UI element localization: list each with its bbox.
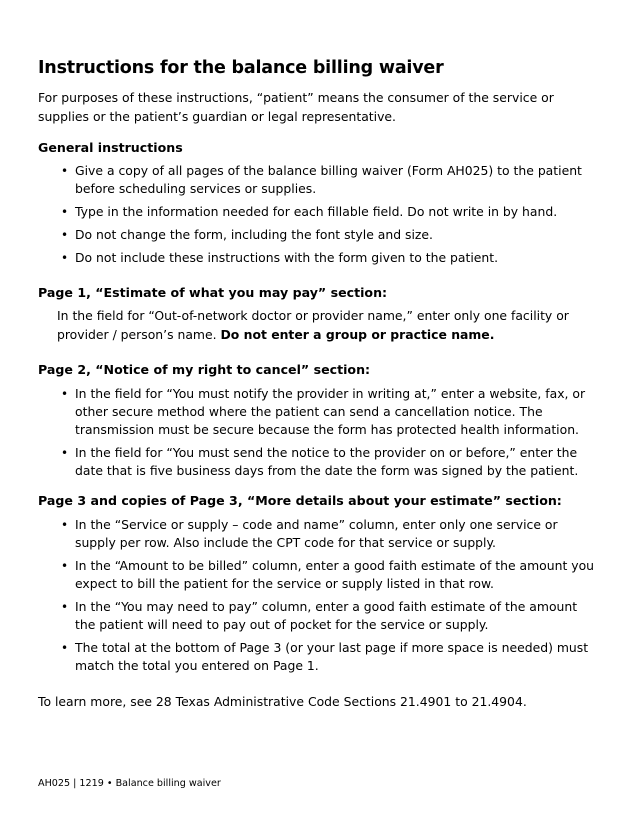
general-instructions-heading: General instructions bbox=[38, 140, 183, 155]
general-instructions-list bbox=[38, 162, 598, 272]
list-item bbox=[38, 557, 598, 593]
bullet-icon: • bbox=[61, 251, 69, 265]
page1-section-heading: Page 1, “Estimate of what you may pay” section: bbox=[38, 285, 388, 300]
list-item-text: Do not include these instructions with the form given to the patient. bbox=[75, 250, 499, 265]
intro-paragraph: For purposes of these instructions, “patient” means the consumer of the service or supplies or the patient’s guardian or legal representative. bbox=[38, 90, 554, 124]
page3-section-heading: Page 3 and copies of Page 3, “More details about your estimate” section: bbox=[38, 493, 562, 508]
list-item bbox=[38, 639, 598, 675]
bullet-icon: • bbox=[61, 205, 69, 219]
list-item-text: The total at the bottom of Page 3 (or your last page if more space is needed) must match the total you entered on Page 1. bbox=[75, 640, 589, 673]
list-item-text: Type in the information needed for each fillable field. Do not write in by hand. bbox=[75, 204, 558, 219]
list-item-text: Give a copy of all pages of the balance billing waiver (Form AH025) to the patient before scheduling services or supplies. bbox=[75, 163, 582, 196]
list-item-text: Do not change the form, including the font style and size. bbox=[75, 227, 433, 242]
page-footer: AH025 | 1219 • Balance billing waiver bbox=[38, 778, 221, 789]
bullet-icon: • bbox=[61, 518, 69, 532]
page1-section-body bbox=[57, 306, 597, 344]
bullet-icon: • bbox=[61, 164, 69, 178]
list-item-text: In the field for “You must notify the provider in writing at,” enter a website, fax, or other secure method where the patient can send a cancellation notice. The transmission must be secure because the form has protected health information. bbox=[75, 386, 586, 437]
bullet-icon: • bbox=[61, 387, 69, 401]
bullet-icon: • bbox=[61, 641, 69, 655]
list-item-text: In the “You may need to pay” column, enter a good faith estimate of the amount the patient will need to pay out of pocket for the service or supply. bbox=[75, 599, 578, 632]
page2-section-heading: Page 2, “Notice of my right to cancel” section: bbox=[38, 362, 371, 377]
list-item bbox=[38, 203, 598, 221]
page3-instructions-list bbox=[38, 516, 598, 680]
page1-body-emphasis: Do not enter a group or practice name. bbox=[220, 327, 495, 342]
list-item bbox=[38, 516, 598, 552]
page2-instructions-list bbox=[38, 385, 598, 485]
list-item bbox=[38, 444, 598, 480]
learn-more-text: To learn more, see 28 Texas Administrative Code Sections 21.4901 to 21.4904. bbox=[38, 694, 527, 709]
list-item-text: In the field for “You must send the notice to the provider on or before,” enter the date that is five business days from the date the form was signed by the patient. bbox=[75, 445, 579, 478]
list-item-text: In the “Amount to be billed” column, enter a good faith estimate of the amount you expect to bill the patient for the service or supply listed in that row. bbox=[75, 558, 595, 591]
list-item bbox=[38, 385, 598, 439]
list-item bbox=[38, 226, 598, 244]
list-item bbox=[38, 162, 598, 198]
page1-body-text: In the field for “Out-of-network doctor or provider name,” enter only one facility or provider / person’s name. bbox=[57, 308, 569, 342]
list-item bbox=[38, 598, 598, 634]
bullet-icon: • bbox=[61, 559, 69, 573]
list-item bbox=[38, 249, 598, 267]
page-title: Instructions for the balance billing waiver bbox=[38, 58, 444, 78]
bullet-icon: • bbox=[61, 228, 69, 242]
list-item-text: In the “Service or supply – code and name” column, enter only one service or supply per row. Also include the CPT code for that service or supply. bbox=[75, 517, 558, 550]
bullet-icon: • bbox=[61, 600, 69, 614]
bullet-icon: • bbox=[61, 446, 69, 460]
